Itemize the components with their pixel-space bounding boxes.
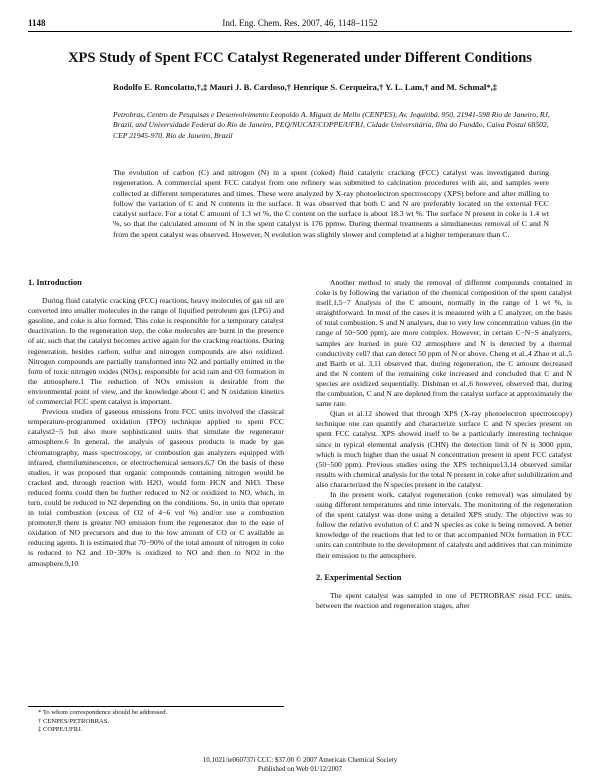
article-title: XPS Study of Spent FCC Catalyst Regenerated under Different Conditions — [68, 50, 532, 66]
affiliation: Petrobras, Centro de Pesquisas e Desenvolvimento Leopoldo A. Miguez de Mello (CENPES), Av. Jequitibá, 950, 21941-598 Rio de Janeiro, RJ, Brazil, and Universidade Federal do Rio de Janeiro, PEQ/NUCAT/COPPE/UFRJ, Cidade Universitária, Ilha do Fundão, Caixa Postal 68502, CEP 21945-970, Rio de Janeiro, Brazil — [113, 110, 550, 140]
footnotes — [28, 706, 284, 735]
paragraph: In the present work, catalyst regeneration (coke removal) was simulated by using different temperatures and time intervals. The monitoring of the regeneration of the spent catalyst was done using a detailed XPS study. The objective was to follow the relative evolution of C and N species as coke is being removed. A better knowledge of the reactions that led to or that accompanied NOx formation in FCC units can contribute to the development of catalysts and additives that can minimize their emission to the atmosphere. — [316, 489, 572, 560]
section-heading-introduction: 1. Introduction — [28, 278, 82, 287]
left-column — [28, 278, 284, 569]
journal-citation: Ind. Eng. Chem. Res. 2007, 46, 1148–1152 — [222, 18, 378, 28]
page-number: 1148 — [28, 18, 46, 28]
paragraph: The spent catalyst was sampled in one of PETROBRAS' resid FCC units, between the reaction and regeneration stages, after — [316, 590, 572, 610]
author-list: Rodolfo E. Roncolatto,†,‡ Mauri J. B. Cardoso,† Henrique S. Cerqueira,† Y. L. Lam,† and M. Schmal*,‡ — [113, 82, 498, 92]
running-header — [28, 18, 572, 32]
paragraph: Previous studies of gaseous emissions from FCC units involved the classical temperature-programmed oxidation (TPO) technique applied to spent FCC catalyst2−5 but also more sophisticated units that simulate the regenerator atmosphere.6 In general, the analysis of gaseous products is made by gas chromatography, mass spectroscopy, or combustion gas analyzers equipped with infrared, chemiluminescence, or electrochemical sensors.6,7 On the basis of these studies, it was proposed that organic compounds containing nitrogen would be cracked and, through reaction with H2O, would form HCN and NH3. These reduced forms could then be further reduced to N2 or oxidized to NO, which, in turn, could be reduced to N2 depending on the conditions. So, in units that operate in total combustion (excess of O2 of 4−6 vol %) and/or use a combustion promoter,8 there is greater NO emission from the regenerator due to the ease of oxidation of NO precursors and due to the low amount of CO or C available as reducing agents. It is estimated that 70−90% of the total amount of nitrogen in coke is reduced to N2 and 10−30% is oxidized to NO and then to NO2 in the atmosphere.9,10 — [28, 407, 284, 568]
footnote: † CENPES/PETROBRAS. — [38, 717, 110, 725]
doi-line: 10.1021/ie060737i CCC: $37.00 © 2007 American Chemical Society — [202, 756, 398, 764]
footnote: * To whom correspondence should be addressed. — [38, 709, 168, 716]
doi-block — [28, 756, 572, 774]
paragraph: During fluid catalytic cracking (FCC) reactions, heavy molecules of gas oil are converted into smaller molecules in the range of liquified petroleum gas (LPG) and gasoline, and coke is also formed. This coke is responsible for a temporary catalyst deactivation. In the regeneration step, the coke molecules are burnt in the presence of air, such that the catalyst becomes active again for the cracking reactions. During regeneration, besides carbon, sulfur and nitrogen compounds are also oxidized. Nitrogen compounds are partially transformed into N2 and partially emitted in the form of toxic nitrogen oxides (NOx), responsible for acid rain and O3 formation in the atmosphere.1 The reduction of NOx emission is desirable from the environmental point of view, and the knowledge about C and N oxidation kinetics of commercial FCC spent catalyst is important. — [28, 296, 284, 407]
paragraph: Another method to study the removal of different compounds contained in coke is by following the variation of the chemical composition of the spent catalyst itself.1,5−7 Analysis of the C amount, normally in the range of 1 wt %, is straightforward. In most of the cases it is measured with a C analyzer, on the basis of total combustion. S and N analyses, due to very low concentration values (in the range of 50−500 ppm), are more complex. However, in certain C−N−S analyzers, samples are burned in pure O2 atmosphere and N is detected by a thermal conductivity cell? that can detect 50 ppm of N or above. Cheng et al.,4 Zhao et al.,5 and Barth et al. 3,11 observed that, during regeneration, the C amount decreased and the N content of the remaining coke increased and concluded that C and N species are oxidized sequentially. Dishman et al.,6 however, observed that, during the combustion, C and N are depleted from the catalyst surface at approximately the same rate. — [316, 278, 572, 409]
published-line: Published on Web 01/12/2007 — [257, 765, 343, 773]
paragraph: Qian et al.12 showed that through XPS (X-ray photoelectron spectroscopy) technique one can quantify and characterize surface C and N species present on spent FCC catalyst. XPS showed itself to be a particularly interesting technique since in typical elemental analysis (CHN) the detection limit of N is 3000 ppm, which is much higher than the usual N concentration present in spent FCC catalyst (50−500 ppm). Previous studies using the XPS technique13,14 observed similar results with chemical analysis for the total N present in coke after solubilization and also characterized the N species present in the catalyst. — [316, 409, 572, 489]
section-heading-experimental: 2. Experimental Section — [316, 572, 402, 582]
header-rule — [28, 31, 572, 32]
abstract: The evolution of carbon (C) and nitrogen (N) in a spent (coked) fluid catalytic cracking (FCC) catalyst was investigated during regeneration. A commercial spent FCC catalyst from one refinery was submitted to calcination procedures with air, and samples were collected at different temperatures and times. These were analyzed by X-ray photoelectron spectroscopy (XPS) before and after milling to follow the variation of C and N contents in the surface. It was observed that both C and N are preferably located on the external FCC catalyst surface. For a total C amount of 1.3 wt %, the C content on the surface is about 18.3 wt %. The surface N present in coke is 1.4 wt %, so that the calculated amount of N in the spent catalyst is 176 ppmw. During thermal treatments a simultaneous removal of C and N from the spent catalyst was observed. However, N evolution was slightly slower and completed at a higher temperature than C. — [113, 168, 549, 239]
footnote: ‡ COPPE/UFRJ. — [38, 726, 83, 734]
right-column — [316, 278, 572, 611]
